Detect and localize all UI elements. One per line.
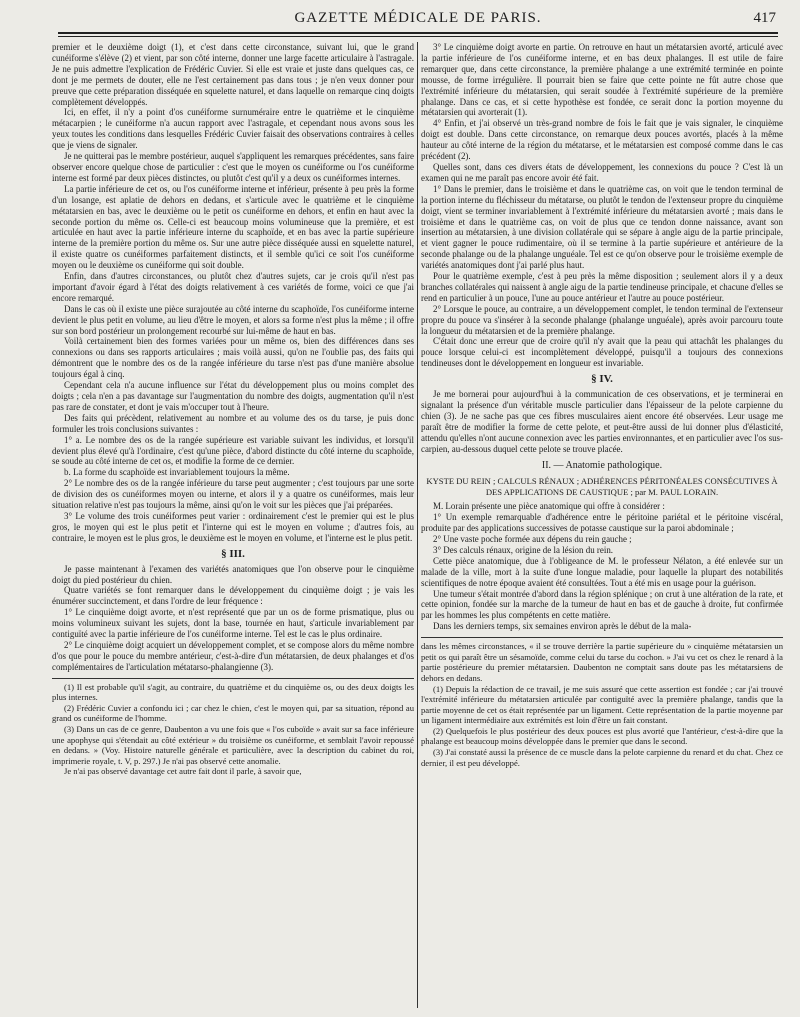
right-body-mid [421, 389, 783, 454]
right-footnotes [421, 641, 783, 768]
paragraph: 2° Lorsque le pouce, au contraire, a un développement complet, le tendon terminal de l'extenseur propre du pouce va s'insérer à la seconde phalange (phalange unguéale), après avoir parcouru toute la longueur du métatarsien et de la première phalange. [421, 303, 783, 336]
left-body-mid [52, 564, 414, 673]
left-body-top [52, 42, 414, 544]
paragraph: Quelles sont, dans ces divers états de développement, les connexions du pouce ? C'est là un examen qui ne me paraît pas encore avoir été fait. [421, 161, 783, 183]
paragraph: 3° Le volume des trois cunéiformes peut varier : ordinairement c'est le premier qui est le plus gros, le moyen qui est le plus petit et l'interne qui est le moyen en volume ; d'autres fois, au contraire, le moyen est le plus gros, le deuxième est le moyen en volume, et l'interne est le plus petit. [52, 510, 414, 543]
left-footnotes [52, 682, 414, 777]
footnote: (1) Depuis la rédaction de ce travail, je me suis assuré que cette assertion est fondée ; car j'ai trouvé l'extrémité inférieure du métatarsien articulée par contiguïté avec la première phalange, tandis que la partie moyenne de cet os était représentée par un ligament. Cette représentation de la partie moyenne par un ligament intermédiaire aux extrémités est loin d'être un fait constant. [421, 683, 783, 726]
paragraph: La partie inférieure de cet os, ou l'os cunéiforme interne et inférieur, présente à peu près la forme d'un losange, est aplatie de dehors en dedans, et s'articule avec le quatrième et le cinquième métatarsien en bas, avec le deuxième ou le petit os cunéiforme en dehors, et enfin en haut avec la seconde portion du même os. Celle-ci est beaucoup moins volumineuse que la première, et est articulée en haut avec la partie inférieure interne du scaphoïde, et en bas avec la partie supérieure interne de la première portion du même os. Sur une autre pièce disséquée aussi en squelette naturel, il existe quatre os cunéiformes parfaitement distincts, et il semble qu'ici ce soit l'os cunéiforme moyen ou le deuxième os cunéiforme qui soit double. [52, 183, 414, 271]
paragraph: b. La forme du scaphoïde est invariablement toujours la même. [64, 467, 290, 478]
right-column [421, 42, 783, 1010]
paragraph: Je passe maintenant à l'examen des variétés anatomiques que l'on observe pour le cinquième doigt du pied postérieur du chien. [52, 563, 414, 585]
header-rule [58, 36, 778, 37]
paragraph: Cette pièce anatomique, due à l'obligeance de M. le professeur Nélaton, a été enlevée sur un malade de la ville, mort à la suite d'une longue maladie, pour laquelle la plupart des notabilités scientifiques de notre époque avaient été consultées. Tout a été mis en usage pour la guérison. [421, 555, 783, 588]
paragraph: 4° Enfin, et j'ai observé un très-grand nombre de fois le fait que je vais signaler, le cinquième doigt est double. Dans cette circonstance, on remarque deux pouces avortés, placés à la même hauteur au côté interne de la région du métatarse, et le métatarsien est composé comme dans le cas précédent (2). [421, 118, 783, 162]
right-body-top [421, 42, 783, 369]
section-heading: § IV. [591, 373, 613, 386]
paragraph: Je me bornerai pour aujourd'hui à la communication de ces observations, et je terminerai en signalant la présence d'un véritable muscle particulier dans l'épaisseur de la pelote carpienne du chien (3). Je ne sache pas que ces fibres musculaires aient encore été observées. Leur usage me paraît être de modifier la forme de cette pelote, et peut-être aussi de lui donner plus d'élasticité, attendu qu'elles n'ont aucune connexion avec les parties environnantes, et en particulier avec l'os sus-carpien, au-dessous duquel cette pelote se trouve placée. [421, 389, 783, 454]
paragraph: 2° Une vaste poche formée aux dépens du rein gauche ; [433, 533, 632, 544]
footnote: Je n'ai pas observé davantage cet autre fait dont il parle, à savoir que, [64, 766, 302, 777]
paragraph: 2° Le nombre des os de la rangée inférieure du tarse peut augmenter ; c'est toujours par une sorte de division des os cunéiformes moyen ou interne, et alors il y a quatre os cunéiformes, mais leur situation relative n'est pas toujours la même, ainsi qu'on le voit sur les pièces que j'ai préparées. [52, 478, 414, 511]
left-column [52, 42, 414, 1010]
footnote: (2) Quelquefois le plus postérieur des deux pouces est plus avorté que l'antérieur, c'est-à-dire que la phalange est beaucoup moins développée dans le premier que dans le second. [421, 725, 783, 747]
footnote-rule [421, 637, 783, 638]
paragraph: 1° Le cinquième doigt avorte, et n'est représenté que par un os de forme prismatique, plus ou moins volumineux suivant les sujets, dont la base, tournée en haut, s'articule invariablement par contiguïté avec la partie inférieure de l'os cunéiforme interne. Tel est le cas le plus ordinaire. [52, 607, 414, 640]
right-body-bottom [421, 501, 783, 632]
page-number: 417 [753, 10, 776, 26]
footnote: (2) Frédéric Cuvier a confondu ici ; car chez le chien, c'est le moyen qui, par sa situation, répond au grand os cunéiforme de l'homme. [52, 702, 414, 724]
footnote: (3) J'ai constaté aussi la présence de ce muscle dans la pelote carpienne du renard et du chat. Chez ce dernier, il est peu développé. [421, 747, 783, 768]
paragraph: 1° Un exemple remarquable d'adhérence entre le péritoine pariétal et le péritoine viscéral, produite par des applications successives de potasse caustique sur la paroi abdominale ; [421, 512, 783, 534]
paragraph: 1° Dans le premier, dans le troisième et dans le quatrième cas, on voit que le tendon terminal de la portion interne du fléchisseur du métatarse, ou plutôt le tendon de l'extenseur propre du cinquième doigt, vient se terminer invariablement à l'extrémité inférieure du métatarsien avorté ; mais dans le troisième et dans le quatrième cas, on voit de plus que ce tendon donne naissance, avant son insertion au métatarsien, à une division collatérale qui se sépare à angle aigu de la partie principale, et vient gagner le pouce rudimentaire, où il se termine à la partie supérieure et antérieure de la seconde phalange ou de la phalange unguéale. Tel est ce qu'on observe pour le troisième exemple de variétés anatomiques dont j'ai parlé plus haut. [421, 183, 783, 271]
footnote: dans les mêmes circonstances, « il se trouve derrière la partie supérieure du » cinquième métatarsien un petit os qui paraît être un sésamoïde, comme celui du tarse du cochon. » J'ai vu cet os chez le renard à la partie postérieure du premier métatarsien. Daubenton ne comptait sans doute pas les métatarsiens de dehors en dedans. [421, 641, 783, 683]
page-header [58, 8, 778, 34]
section-heading-anatomy: II. — Anatomie pathologique. [541, 459, 663, 471]
paragraph: Quatre variétés se font remarquer dans le développement du cinquième doigt ; je vais les énumérer succinctement, et dans l'ordre de leur fréquence : [52, 585, 414, 607]
footnote: (3) Dans un cas de ce genre, Daubenton a vu une fois que « l'os cuboïde » avait sur sa face inférieure une apophyse qui s'étendait au côté extérieur » du troisième os cunéiforme, et semblait l'avoir repoussé en dedans. » (Voy. Histoire naturelle générale et particulière, avec la description du cabinet du roi, imprimerie royale, t. V, p. 297.) Je n'ai pas observé cette anomalie. [52, 724, 414, 766]
paragraph: 1° a. Le nombre des os de la rangée supérieure est variable suivant les individus, et lorsqu'il devient plus élevé qu'à l'ordinaire, c'est qu'une pièce, d'abord distincte du côté interne du scaphoïde, se soude au côté interne de cet os, et modifie la forme de ce dernier. [52, 434, 414, 467]
paragraph: 3° Des calculs rénaux, origine de la lésion du rein. [433, 544, 614, 555]
paragraph: Dans les derniers temps, six semaines environ après le début de la mala- [433, 621, 692, 632]
paragraph: 3° Le cinquième doigt avorte en partie. On retrouve en haut un métatarsien avorté, articulé avec la partie inférieure de l'os cunéiforme interne, et en bas deux phalanges. Il est utile de faire remarquer que, dans cette circonstance, la première phalange a une extrémité terminée en pointe mousse, de forme irrégulière. Il pourrait bien se faire que cette pointe ne fût autre chose que l'extrémité inférieure du métatarsien, qui serait soudée à l'extrémité supérieure de la première phalange. Dans ce cas, et si cette hypothèse est fondée, ce serait donc la portion moyenne du métatarsien qui avorterait (1). [421, 42, 783, 118]
paragraph: M. Lorain présente une pièce anatomique qui offre à considérer : [433, 501, 665, 512]
paragraph: Pour le quatrième exemple, c'est à peu près la même disposition ; seulement alors il y a deux branches collatérales qui naissent à angle aigu de la partie tendineuse principale, et chacune d'elles se rend en particulier à un pouce, l'une au pouce antérieur et l'autre au pouce postérieur. [421, 271, 783, 303]
paragraph: Voilà certainement bien des formes variées pour un même os, bien des différences dans ses connexions ou dans ses rapports articulaires ; mais voilà aussi, qu'on ne l'oublie pas, des faits qui démontrent que le nombre des os de la rangée inférieure du tarse n'est pas d'une manière absolue toujours égal à cinq. [52, 336, 414, 380]
footnote: (1) Il est probable qu'il s'agit, au contraire, du quatrième et du cinquième os, ou des deux doigts les plus internes. [52, 681, 414, 703]
footnote-rule [52, 678, 414, 679]
paragraph: Cependant cela n'a aucune influence sur l'état du développement plus ou moins complet des doigts ; cela n'en a pas davantage sur l'augmentation du nombre des doigts, augmentation qu'il n'est pas rare de constater, et dont je vais m'occuper tout à l'heure. [52, 380, 414, 412]
paragraph: Enfin, dans d'autres circonstances, ou plutôt chez d'autres sujets, car je crois qu'il n'est pas important d'avoir égard à l'état des doigts relativement à ces variétés de forme, voici ce que j'ai encore remarqué. [52, 271, 414, 303]
paragraph: Dans le cas où il existe une pièce surajoutée au côté interne du scaphoïde, l'os cunéiforme interne devient le plus petit en volume, au lieu d'être le moyen, et alors sa forme n'est plus la même ; il offre sur son bord postérieur un prolongement recourbé sur lui-même de haut en bas. [52, 303, 414, 336]
paragraph: 2° Le cinquième doigt acquiert un développement complet, et se compose alors du même nombre d'os que pour le pouce du membre antérieur, c'est-à-dire d'un métatarsien, de deux phalanges et d'os complémentaires de l'articulation métatarso-phalangienne (3). [52, 639, 414, 672]
paragraph: Je ne quitterai pas le membre postérieur, auquel s'appliquent les remarques précédentes, sans faire observer encore quelque chose de particulier : c'est que le moyen os cunéiforme ou l'os cunéiforme interne est formé par deux pièces distinctes, ou plutôt c'est qu'il y a deux os cunéiformes internes. [52, 151, 414, 183]
paragraph: premier et le deuxième doigt (1), et c'est dans cette circonstance, suivant lui, que le grand cunéiforme s'élève (2) et vient, par son côté interne, donner une large facette articulaire à l'astragale. Je ne puis admettre l'explication de Frédéric Cuvier. Si elle est vraie et juste dans quelques cas, ce dont je me permets de douter, elle ne l'est certainement pas dans tous ; je n'en veux donner pour preuve que cette préparation disséquée en squelette naturel, et dans laquelle on remarque cinq doigts complètement développés. [52, 42, 414, 107]
paragraph: Une tumeur s'était montrée d'abord dans la région splénique ; on crut à une altération de la rate, et cette opinion, fondée sur la marche de la tumeur de haut en bas et de gauche à droite, fut confirmée par les hommes les plus compétents en cette matière. [421, 588, 783, 621]
paragraph: Ici, en effet, il n'y a point d'os cunéiforme surnuméraire entre le quatrième et le cinquième métacarpien ; le cunéiforme n'a aucun rapport avec l'astragale, et cependant nous avons sous les yeux toutes les conditions dans lesquelles Frédéric Cuvier faisait des observations contraires à celles que je viens de signaler. [52, 107, 414, 151]
article-title: KYSTE DU REIN ; CALCULS RÉNAUX ; ADHÉRENCES PÉRITONÉALES CONSÉCUTIVES À DES APPLICATIONS DE CAUSTIQUE ; par M. PAUL LORAIN. [426, 476, 778, 498]
paragraph: Des faits qui précèdent, relativement au nombre et au volume des os du tarse, je puis donc formuler les trois conclusions suivantes : [52, 412, 414, 434]
section-heading: § III. [221, 547, 245, 560]
column-divider [417, 42, 418, 1008]
paragraph: C'était donc une erreur que de croire qu'il n'y avait que la peau qui attachât les phalanges du pouce lorsque celui-ci est incomplètement développé, puisqu'il a toujours des connexions tendineuses dont le développement en longueur est invariable. [421, 336, 783, 369]
journal-title: GAZETTE MÉDICALE DE PARIS. [294, 10, 542, 26]
